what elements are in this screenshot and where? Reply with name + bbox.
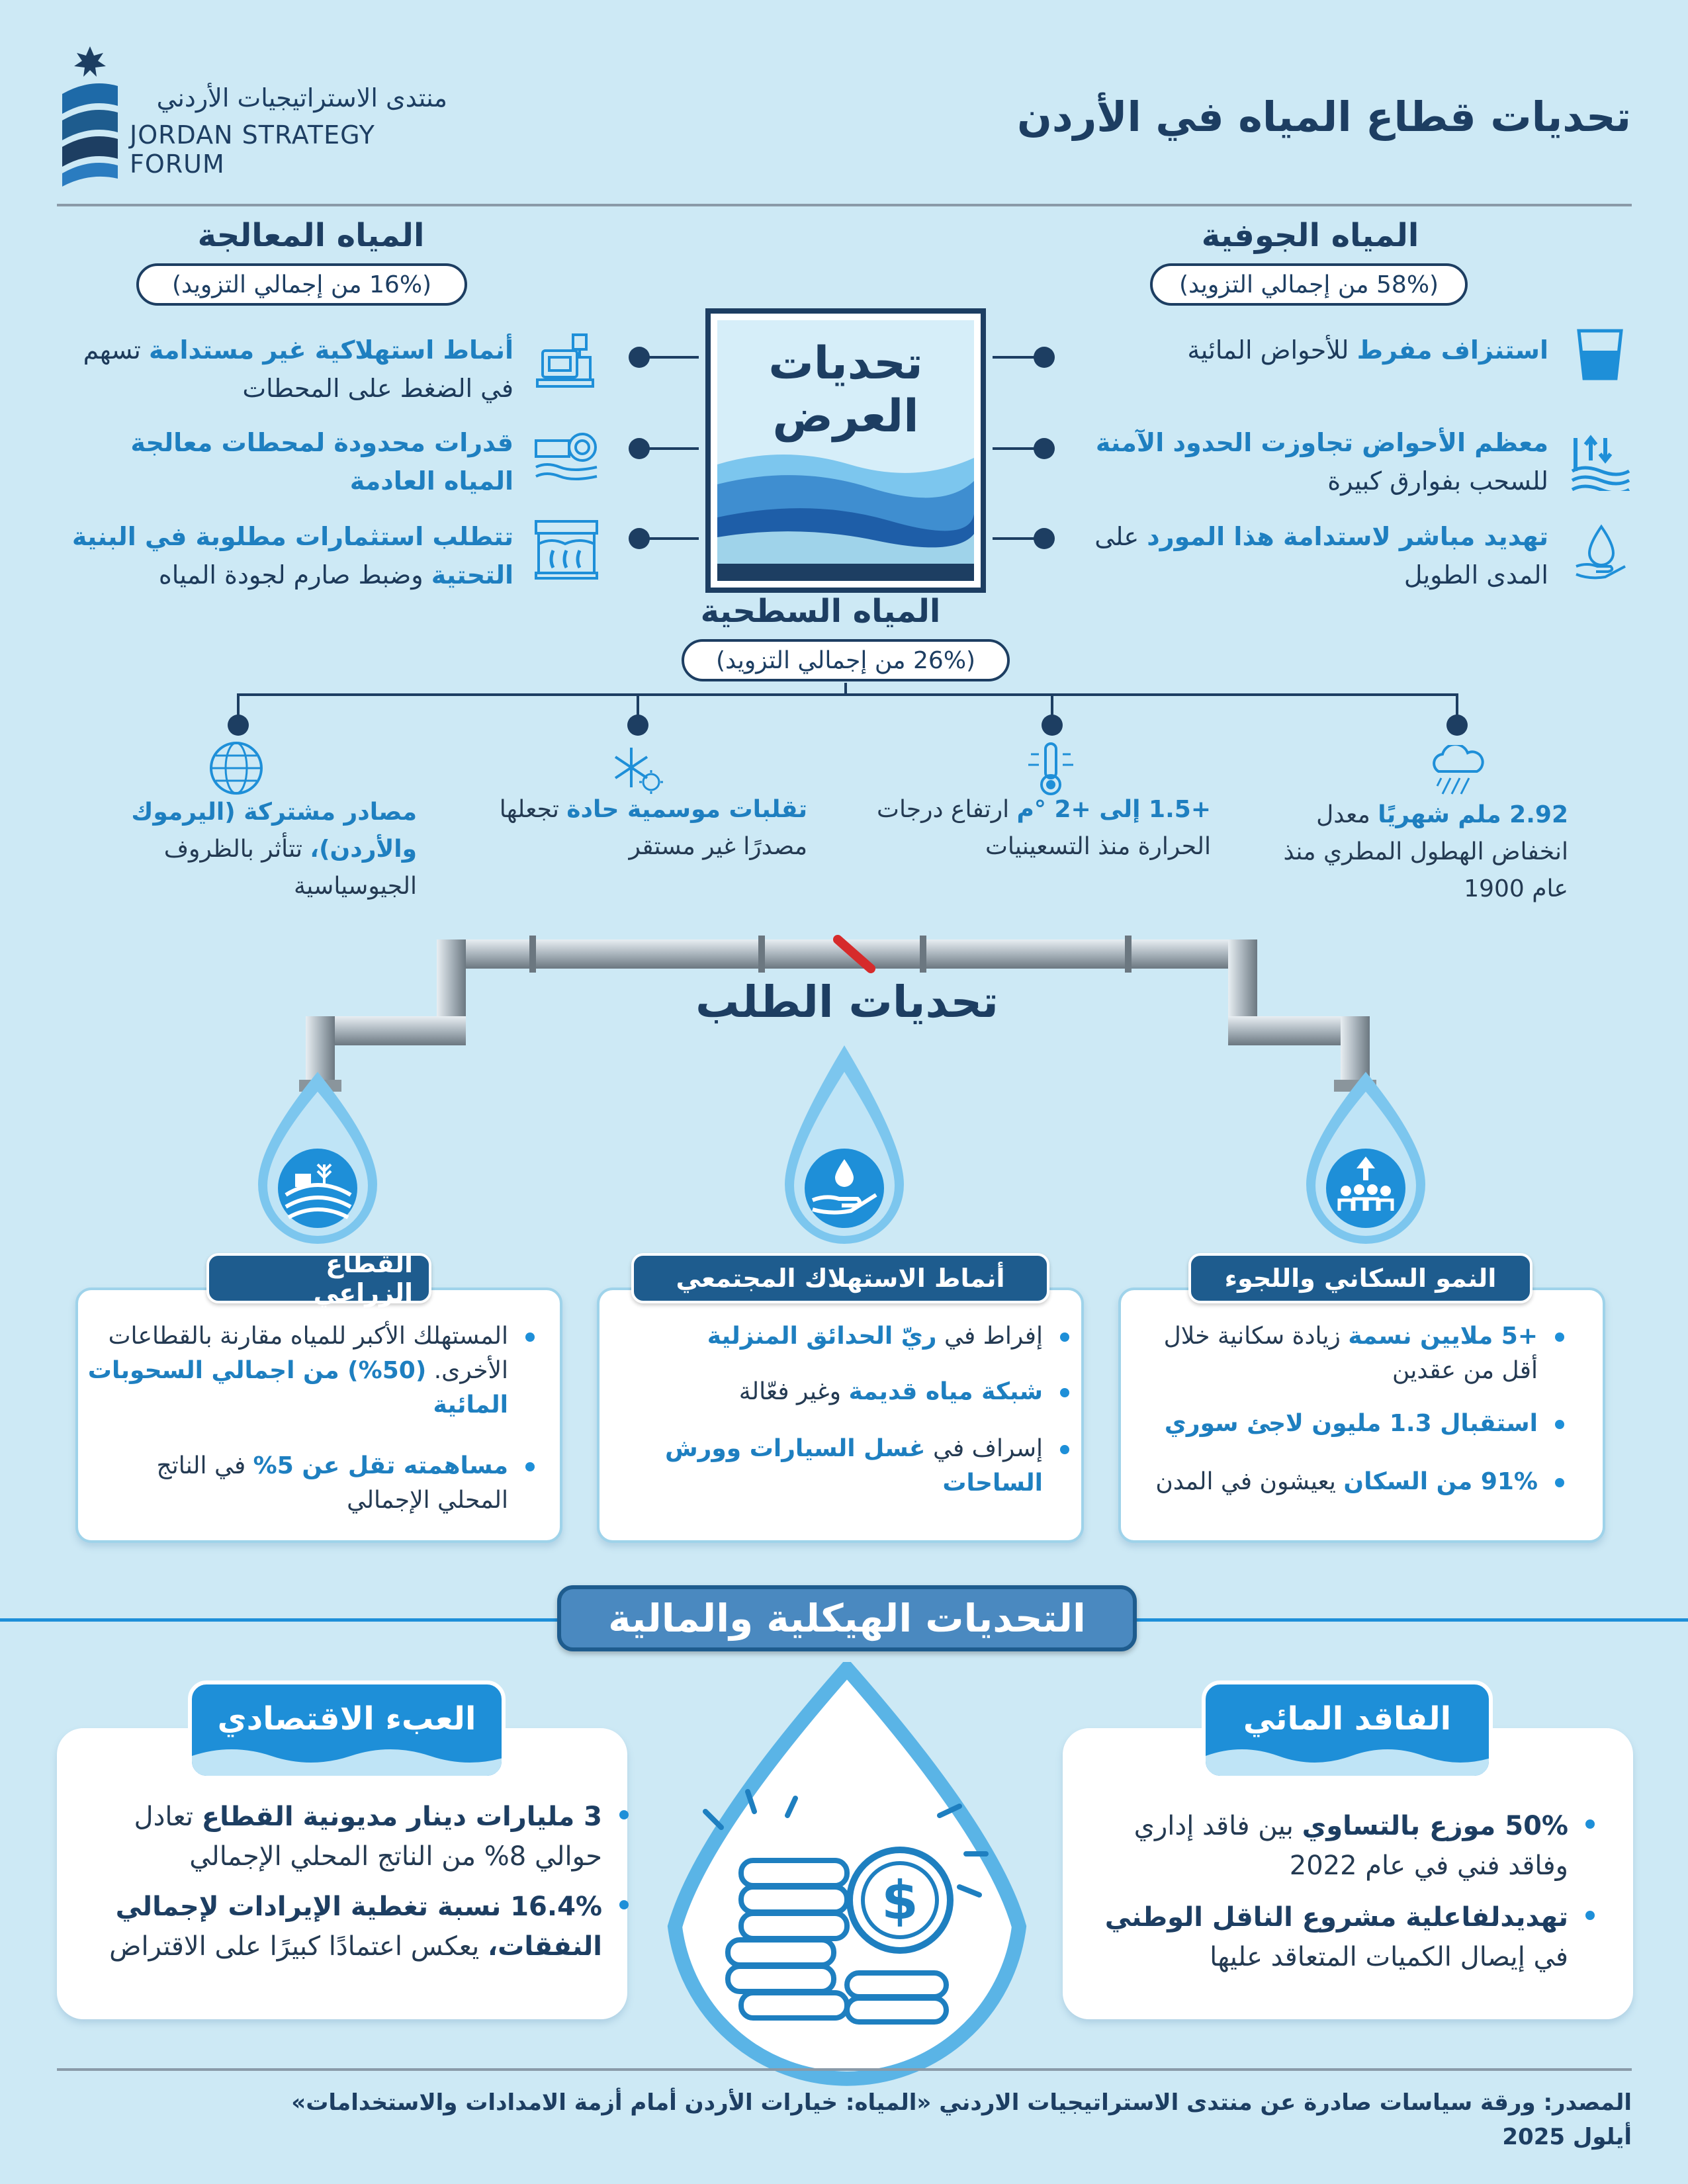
population-item-1: +5 ملايين نسمة زيادة سكانية خلال أقل من عقدين — [1151, 1319, 1568, 1388]
agriculture-item-1: المستهلك الأكبر للمياه مقارنة بالقطاعات الأخرى. (50%) من اجمالي السحوبات المائية — [82, 1319, 539, 1422]
connector-dot — [1034, 347, 1055, 368]
connector-dot — [1034, 528, 1055, 549]
population-item-2: استقبال 1.3 مليون لاجئ سوري — [1151, 1407, 1568, 1441]
structural-title: التحديات الهيكلية والمالية — [608, 1596, 1086, 1641]
snow-sun-icon — [609, 744, 664, 797]
surface-item-1: 2.92 ملم شهريًا معدل انخفاض الهطول المطري منذ عام 1900 — [1283, 801, 1568, 902]
connector-dot — [629, 438, 650, 459]
surface-title: المياه السطحية — [700, 593, 941, 630]
treated-share-badge: (16% من إجمالي التزويد) — [136, 263, 467, 306]
water-level-arrows-icon — [1571, 434, 1630, 491]
water-loss-item-2: تهديدلفاعلية مشروع الناقل الوطني في إيصال الكميات المتعاقد عليها — [1076, 1898, 1599, 1977]
consumption-item-2: شبكة مياه قديمة وغير فعّالة — [629, 1375, 1073, 1409]
demand-title: تحديات الطلب — [695, 977, 999, 1027]
connector-dot — [1034, 438, 1055, 459]
economic-item-2: 16.4% نسبة تغطية الإيرادات لإجمالي النفقات، يعكس اعتمادًا كبيرًا على الاقتراض — [64, 1887, 633, 1966]
aqueduct-icon — [533, 517, 600, 581]
connector-dot — [629, 528, 650, 549]
economic-item-1: 3 مليارات دينار مديونية القطاع تعادل حوالي 8% من الناتج المحلي الإجمالي — [64, 1797, 633, 1876]
thermometer-icon — [1024, 741, 1077, 797]
consumption-item-3: إسراف في غسل السيارات وورش الساحات — [622, 1432, 1073, 1501]
treated-item-3: تتطلب استثمارات مطلوبة في البنية التحتية وضبط صارم لجودة المياه — [71, 522, 513, 590]
logo-mark-icon — [57, 46, 123, 192]
tree-dot — [627, 715, 648, 736]
treated-item-2: قدرات محدودة لمحطات معالجة المياه العادمة — [130, 428, 513, 496]
rain-cloud-icon — [1428, 745, 1486, 795]
header-divider — [57, 204, 1632, 206]
card-population-head: النمو السكاني واللجوء — [1188, 1253, 1533, 1303]
groundwater-item-1: استنزاف مفرط للأحواض المائية — [1187, 335, 1548, 365]
source-line-2: أيلول 2025 — [1502, 2124, 1632, 2150]
waves-graphic — [717, 451, 974, 581]
water-glass-icon — [1575, 328, 1625, 381]
source-line-1: المصدر: ورقة سياسات صادرة عن منتدى الاستراتيجيات الاردني «المياه: خيارات الأردن أمام أزمة الامدادات والاستخدامات» — [291, 2089, 1632, 2116]
drop-consumption — [778, 1045, 911, 1244]
logo-english-name: JORDAN STRATEGY FORUM — [130, 120, 375, 179]
groundwater-item-2: معظم الأحواض تجاوزت الحدود الآمنة للسحب بفوارق كبيرة — [1095, 428, 1548, 496]
treated-item-1: أنماط استهلاكية غير مستدامة تسهم في الضغط على المحطات — [83, 335, 513, 403]
connector-line — [648, 537, 699, 540]
surface-share-badge: (26% من إجمالي التزويد) — [682, 639, 1010, 681]
coins-drop-graphic — [622, 1662, 1072, 2112]
supply-center-title-2: العرض — [772, 390, 919, 443]
connector-line — [648, 356, 699, 359]
tree-dot — [1042, 715, 1063, 736]
tree-dot — [228, 715, 249, 736]
population-item-3: 91% من السكان يعيشون في المدن — [1151, 1465, 1568, 1499]
card-agriculture-head: القطاع الزراعي — [206, 1253, 431, 1303]
svg-text:$: $ — [881, 1870, 918, 1931]
groundwater-item-3: تهديد مباشر لاستدامة هذا المورد على المدى الطويل — [1094, 522, 1548, 590]
groundwater-share-badge: (58% من إجمالي التزويد) — [1150, 263, 1468, 306]
globe-icon — [208, 740, 265, 797]
wave-decoration — [192, 1743, 506, 1776]
surface-item-3: تقلبات موسمية حادة تجعلها مصدرًا غير مستقر — [499, 796, 807, 860]
wave-decoration — [1206, 1743, 1493, 1776]
connector-dot — [629, 347, 650, 368]
card-consumption-head: أنماط الاستهلاك المجتمعي — [631, 1253, 1049, 1303]
supply-center-title-1: تحديات — [768, 337, 923, 390]
tree-dot — [1446, 715, 1468, 736]
groundwater-title: المياه الجوفية — [1201, 217, 1419, 254]
water-loss-item-1: 50% موزع بالتساوي بين فاقد إداري وفاقد فني في عام 2022 — [1076, 1806, 1599, 1886]
page-title: تحديات قطاع المياه في الأردن — [1016, 93, 1631, 141]
tree-branch — [237, 693, 1458, 696]
pipe-outlet-icon — [533, 423, 600, 484]
connector-line — [648, 447, 699, 450]
drop-population — [1300, 1072, 1432, 1244]
footer-divider — [57, 2068, 1632, 2071]
consumption-item-1: إفراط في ريّ الحدائق المنزلية — [629, 1319, 1073, 1354]
logo-arabic-name: منتدى الاستراتيجيات الأردني — [156, 83, 447, 112]
hand-water-drop-icon — [1574, 524, 1628, 584]
logo — [57, 46, 454, 198]
surface-item-2: +1.5 إلى +2 °م ارتفاع درجات الحرارة منذ التسعينيات — [877, 796, 1211, 860]
agriculture-item-2: مساهمته تقل عن 5% في الناتج المحلي الإجمالي — [82, 1449, 539, 1518]
treated-title: المياه المعالجة — [197, 217, 425, 254]
economic-title: العبء الاقتصادي — [217, 1700, 476, 1737]
drop-agriculture — [251, 1072, 384, 1244]
water-loss-title: الفاقد المائي — [1243, 1700, 1452, 1737]
pump-station-icon — [533, 331, 597, 390]
surface-item-4: مصادر مشتركة (اليرموك والأردن)، تتأثر بالظروف الجيوسياسية — [131, 799, 417, 900]
